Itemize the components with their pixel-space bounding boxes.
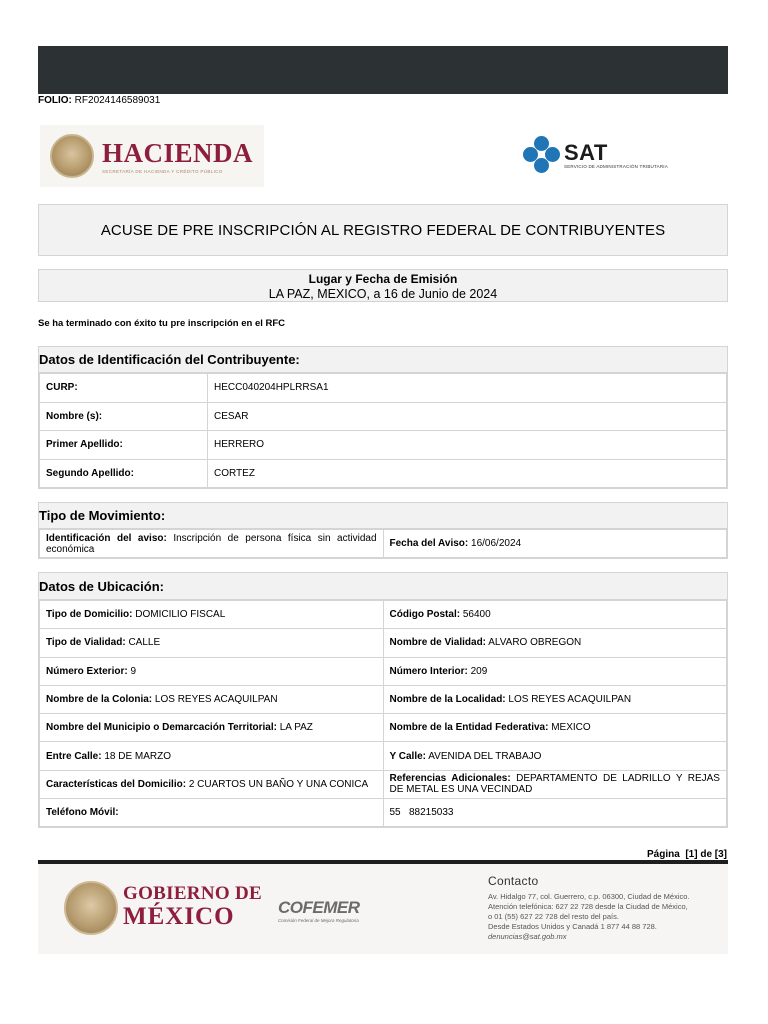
- row-label: Segundo Apellido:: [40, 459, 208, 488]
- field-cell: Nombre de la Localidad: LOS REYES ACAQUILPAN: [383, 685, 727, 713]
- eagle-seal-icon: [50, 134, 94, 178]
- aviso-label: Identificación del aviso:: [46, 532, 167, 544]
- field-cell: Nombre de la Colonia: LOS REYES ACAQUILPAN: [40, 685, 384, 713]
- field-cell: Tipo de Domicilio: DOMICILIO FISCAL: [40, 601, 384, 629]
- field-cell: Número Exterior: 9: [40, 657, 384, 685]
- aviso-value: Inscripción de persona física sin actividad económica: [46, 532, 377, 555]
- table-row: [40, 657, 727, 685]
- telefono-label-cell: Teléfono Móvil:: [40, 799, 384, 827]
- section-heading: Datos de Identificación del Contribuyente:: [39, 347, 727, 373]
- contact-email-link[interactable]: denuncias@sat.gob.mx: [488, 932, 567, 941]
- table-row: [40, 459, 727, 488]
- identificacion-table: [39, 373, 727, 488]
- fecha-label: Fecha del Aviso:: [389, 538, 469, 549]
- lugar-heading: Lugar y Fecha de Emisión: [308, 272, 458, 286]
- lugar-value: LA PAZ, MEXICO, a 16 de Junio de 2024: [268, 287, 498, 301]
- ubicacion-section: [38, 572, 728, 828]
- section-heading: Tipo de Movimiento:: [39, 503, 727, 529]
- row-value: HECC040204HPLRRSA1: [208, 374, 727, 403]
- telefono-value-cell: 55 88215033: [383, 799, 727, 827]
- identificacion-section: [38, 346, 728, 489]
- sat-subtitle: SERVICIO DE ADMINISTRACIÓN TRIBUTARIA: [564, 163, 668, 169]
- field-cell: Entre Calle: 18 DE MARZO: [40, 742, 384, 770]
- field-cell: Nombre de Vialidad: ALVARO OBREGON: [383, 629, 727, 657]
- field-cell: Código Postal: 56400: [383, 601, 727, 629]
- hacienda-logo: [40, 125, 264, 187]
- hacienda-subtitle: SECRETARÍA DE HACIENDA Y CRÉDITO PÚBLICO: [102, 168, 223, 174]
- folio: [38, 95, 160, 106]
- gobierno-line2: MÉXICO: [123, 903, 235, 930]
- table-row: [40, 629, 727, 657]
- table-row: [40, 374, 727, 403]
- field-cell: Tipo de Vialidad: CALLE: [40, 629, 384, 657]
- field-cell: Referencias Adicionales: DEPARTAMENTO DE LADRILLO Y REJAS DE METAL ES UNA VECINDAD: [383, 770, 727, 798]
- contact-line: Desde Estados Unidos y Canadá 1 877 44 88 728.: [488, 922, 657, 931]
- table-row: [40, 714, 727, 742]
- folio-value: RF2024146589031: [74, 95, 161, 106]
- sat-logo: [523, 134, 698, 176]
- table-row: [40, 601, 727, 629]
- table-row: [40, 402, 727, 431]
- table-row: [40, 770, 727, 798]
- field-cell: Número Interior: 209: [383, 657, 727, 685]
- field-cell: Características del Domicilio: 2 CUARTOS UN BAÑO Y UNA CONICA: [40, 770, 384, 798]
- folio-label: FOLIO:: [38, 95, 72, 106]
- contact-line: o 01 (55) 627 22 728 del resto del país.: [488, 912, 619, 921]
- table-row: [40, 799, 727, 827]
- row-label: Primer Apellido:: [40, 431, 208, 460]
- row-value: CESAR: [208, 402, 727, 431]
- row-label: CURP:: [40, 374, 208, 403]
- sat-title: SAT: [564, 139, 608, 165]
- document-title: ACUSE DE PRE INSCRIPCIÓN AL REGISTRO FEDERAL DE CONTRIBUYENTES: [38, 204, 728, 256]
- contact-line: Atención telefónica: 627 22 728 desde la Ciudad de México,: [488, 902, 688, 911]
- row-value: CORTEZ: [208, 459, 727, 488]
- hacienda-title: HACIENDA: [102, 137, 254, 168]
- row-label: Nombre (s):: [40, 402, 208, 431]
- fecha-aviso-cell: [383, 530, 727, 558]
- lugar-fecha-box: [38, 269, 728, 302]
- table-row: [40, 742, 727, 770]
- success-message: Se ha terminado con éxito tu pre inscripción en el RFC: [38, 318, 286, 329]
- field-cell: Nombre de la Entidad Federativa: MEXICO: [383, 714, 727, 742]
- section-heading: Datos de Ubicación:: [39, 573, 727, 600]
- cofemer-logo: COFEMER: [278, 898, 360, 917]
- table-row: [40, 431, 727, 460]
- movimiento-section: [38, 502, 728, 559]
- eagle-seal-icon: [64, 881, 118, 935]
- footer: [38, 864, 728, 954]
- table-row: [40, 685, 727, 713]
- field-cell: Y Calle: AVENIDA DEL TRABAJO: [383, 742, 727, 770]
- logos-row: [38, 122, 728, 190]
- gobierno-line1: GOBIERNO DE: [123, 883, 262, 904]
- movimiento-table: [39, 529, 727, 558]
- fecha-value: 16/06/2024: [471, 538, 522, 549]
- field-cell: Nombre del Municipio o Demarcación Territorial: LA PAZ: [40, 714, 384, 742]
- gobierno-logo: [123, 884, 262, 930]
- aviso-cell: [40, 530, 384, 558]
- contact-title: Contacto: [488, 874, 539, 888]
- row-value: HERRERO: [208, 431, 727, 460]
- cofemer-subtitle: Comisión Federal de Mejora Regulatoria: [278, 918, 359, 923]
- contact-block: [488, 874, 690, 942]
- sat-dots-icon: [523, 136, 561, 174]
- contact-line: Av. Hidalgo 77, col. Guerrero, c.p. 06300, Ciudad de México.: [488, 892, 690, 901]
- table-row: [40, 530, 727, 558]
- page-indicator: Página [1] de [3]: [646, 849, 727, 860]
- ubicacion-table: [39, 600, 727, 827]
- header-bar: [38, 46, 728, 94]
